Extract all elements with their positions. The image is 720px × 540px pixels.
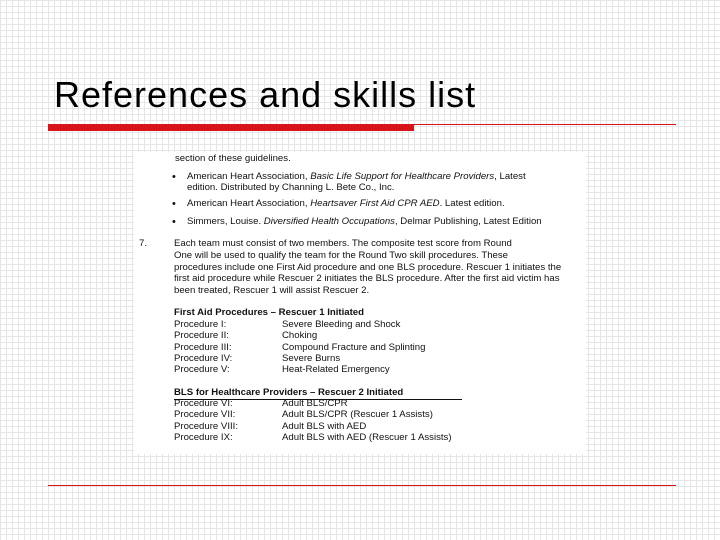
reference-2 xyxy=(187,198,587,209)
procedure-label: Procedure III: xyxy=(174,342,232,353)
procedure-name: Adult BLS/CPR xyxy=(282,398,348,409)
procedure-name: Compound Fracture and Splinting xyxy=(282,342,426,353)
footer-rule xyxy=(48,485,676,486)
reference-1 xyxy=(187,171,587,182)
reference-1-line2: edition. Distributed by Channing L. Bete Co., Inc. xyxy=(187,182,395,193)
bls-heading: BLS for Healthcare Providers – Rescuer 2 Initiated xyxy=(174,387,404,398)
reference-3-author: Simmers, Louise. xyxy=(187,216,264,227)
procedure-label: Procedure VIII: xyxy=(174,421,238,432)
procedure-label: Procedure VII: xyxy=(174,409,236,420)
title-underline-rule xyxy=(414,124,676,125)
procedure-label: Procedure I: xyxy=(174,319,227,330)
procedure-name: Adult BLS with AED xyxy=(282,421,367,432)
bullet-icon: • xyxy=(172,198,176,210)
procedure-name: Choking xyxy=(282,330,318,341)
procedure-label: Procedure IX: xyxy=(174,432,233,443)
reference-3 xyxy=(187,216,587,227)
reference-2-edition: . Latest edition. xyxy=(439,198,505,209)
team-paragraph-line: Each team must consist of two members. The composite test score from Round xyxy=(174,238,512,249)
first-aid-heading: First Aid Procedures – Rescuer 1 Initiated xyxy=(174,307,364,318)
reference-1-title: Basic Life Support for Healthcare Providers xyxy=(310,171,495,182)
team-paragraph-line: first aid procedure while Rescuer 2 initiates the BLS procedure. After the first aid victim has xyxy=(174,273,560,284)
reference-2-title: Heartsaver First Aid CPR AED xyxy=(310,198,440,209)
intro-line: section of these guidelines. xyxy=(175,153,291,164)
procedure-label: Procedure IV: xyxy=(174,353,233,364)
reference-1-author: American Heart Association, xyxy=(187,171,311,182)
team-paragraph-line: procedures include one First Aid procedure and one BLS procedure. Rescuer 1 initiates the xyxy=(174,262,562,273)
procedure-name: Adult BLS/CPR (Rescuer 1 Assists) xyxy=(282,409,433,420)
reference-3-publisher: , Delmar Publishing, Latest Edition xyxy=(394,216,542,227)
bullet-icon: • xyxy=(172,216,176,228)
title-underline-accent xyxy=(48,124,414,131)
reference-1-edition: , Latest xyxy=(494,171,526,182)
item-number: 7. xyxy=(139,238,148,249)
slide-title: References and skills list xyxy=(54,74,477,115)
procedure-name: Severe Bleeding and Shock xyxy=(282,319,401,330)
procedure-name: Severe Burns xyxy=(282,353,341,364)
reference-2-author: American Heart Association, xyxy=(187,198,311,209)
team-paragraph-line: One will be used to qualify the team for the Round Two skill procedures. These xyxy=(174,250,509,261)
document-excerpt xyxy=(134,152,586,454)
procedure-label: Procedure VI: xyxy=(174,398,233,409)
bullet-icon: • xyxy=(172,171,176,183)
reference-3-title: Diversified Health Occupations xyxy=(263,216,395,227)
team-paragraph-line: been treated, Rescuer 1 will assist Rescuer 2. xyxy=(174,285,370,296)
procedure-name: Adult BLS with AED (Rescuer 1 Assists) xyxy=(282,432,452,443)
procedure-label: Procedure V: xyxy=(174,364,230,375)
procedure-label: Procedure II: xyxy=(174,330,229,341)
procedure-name: Heat-Related Emergency xyxy=(282,364,390,375)
